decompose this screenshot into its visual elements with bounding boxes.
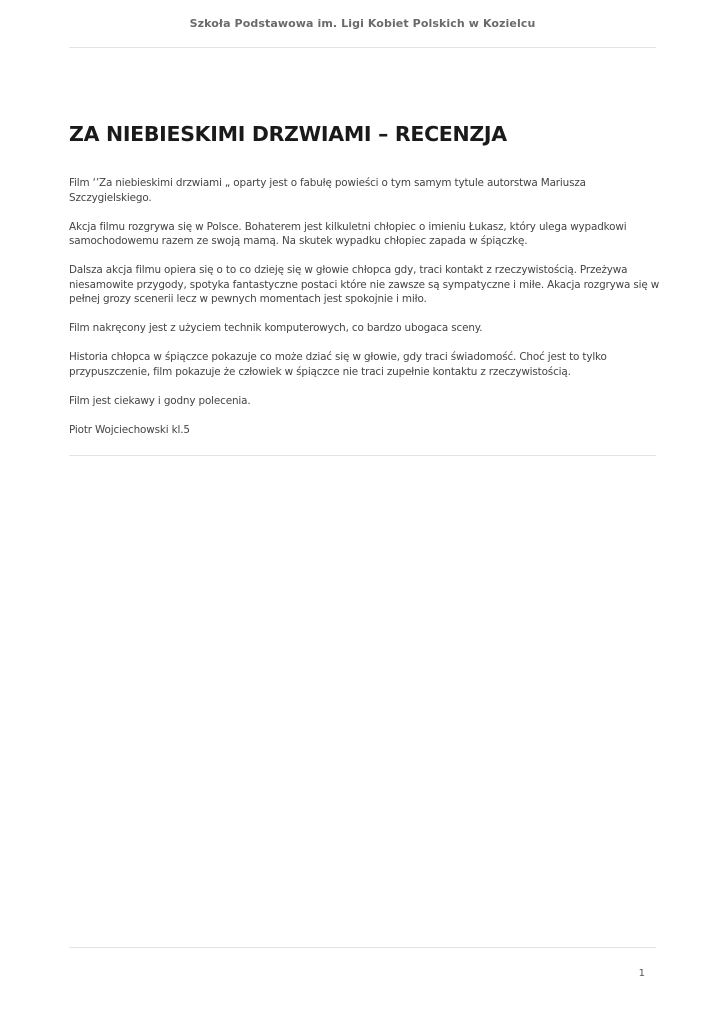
article-paragraph-plot: Dalsza akcja filmu opiera się o to co dzieję się w głowie chłopca gdy, traci kontakt z rzeczywistością. Przeżywa niesamowite przygody, spotyka fantastyczne postaci które nie zawsze są sympatyczne i miłe. Akacja rozgrywa się w pełnej grozy scenerii lecz w pewnych momentach jest spokojnie i miło. xyxy=(69,264,660,305)
header-divider xyxy=(69,47,656,48)
article-paragraph-setting: Akcja filmu rozgrywa się w Polsce. Bohaterem jest kilkuletni chłopiec o imieniu Łukasz, który ulega wypadkowi samochodowemu razem ze swoją mamą. Na skutek wypadku chłopiec zapada w śpiączkę. xyxy=(69,220,627,247)
article-author: Piotr Wojciechowski kl.5 xyxy=(69,423,190,436)
article-paragraph-verdict: Film jest ciekawy i godny polecenia. xyxy=(69,394,251,407)
site-header-school-name: Szkoła Podstawowa im. Ligi Kobiet Polskich w Kozielcu xyxy=(189,17,536,30)
article-paragraph-message: Historia chłopca w śpiączce pokazuje co może dziać się w głowie, gdy traci świadomość. Choć jest to tylko przypuszczenie, film pokazuje że człowiek w śpiączce nie traci zupełnie kontaktu z rzeczywistością. xyxy=(69,351,607,378)
article-paragraph-technique: Film nakręcony jest z użyciem technik komputerowych, co bardzo ubogaca sceny. xyxy=(69,322,483,334)
article-title: ZA NIEBIESKIMI DRZWIAMI – RECENZJA xyxy=(69,122,507,146)
content-divider xyxy=(69,455,656,456)
page-number: 1 xyxy=(638,968,645,979)
article-body xyxy=(69,176,661,452)
footer-divider xyxy=(69,947,656,948)
article-paragraph-intro: Film ‘’Za niebieskimi drzwiami „ oparty jest o fabułę powieści o tym samym tytule autorstwa Mariusza Szczygielskiego. xyxy=(69,177,586,204)
